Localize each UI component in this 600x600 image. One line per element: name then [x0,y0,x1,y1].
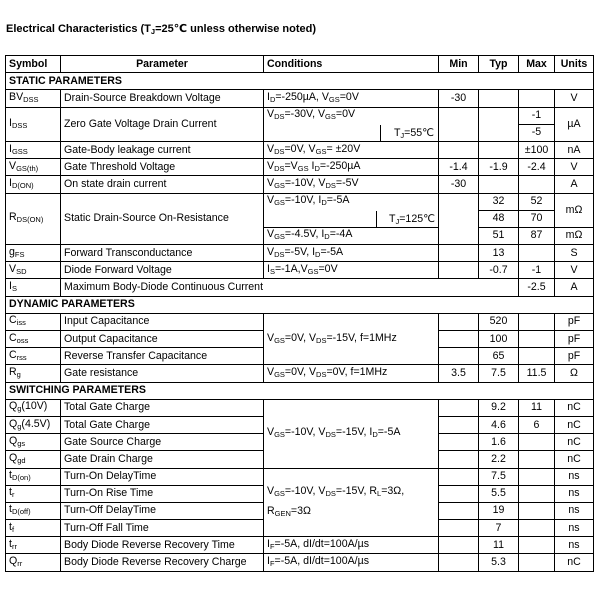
max-cell [519,554,555,571]
typ-cell: 7.5 [479,468,519,485]
typ-cell [479,107,519,141]
parameter-cell: Drain-Source Breakdown Voltage [61,90,264,107]
min-cell [439,502,479,519]
parameter-cell: Turn-On DelayTime [61,468,264,485]
condition-cell: $V_{GS}=-4.5V$, $I_D=-4A$ [264,227,439,244]
unit-cell: V [555,90,594,107]
max-cell: 11 [519,399,555,416]
unit-cell: µA [555,107,594,141]
symbol-cell: $BV_{DSS}$ [6,90,61,107]
max-cell: -1 [519,262,555,279]
unit-cell: ns [555,485,594,502]
min-cell [439,245,479,262]
section-dynamic: DYNAMIC PARAMETERS [6,296,594,313]
typ-cell: 7.5 [479,365,519,382]
max-cell [519,451,555,468]
unit-cell: nC [555,451,594,468]
typ-cell: 48 [479,210,519,227]
condition-cell: $V_{GS}=0V$, $V_{DS}=0V$, f=1MHz [264,365,439,382]
condition-cell: $I_D=-250\mu A$, $V_{GS}=0V$ [264,90,439,107]
condition-cell: $V_{DS}=V_{GS}$ $I_D=-250\mu A$ [264,159,439,176]
unit-cell: nC [555,399,594,416]
table-row [6,262,594,279]
unit-cell: S [555,245,594,262]
min-cell [439,141,479,158]
condition-cell: $V_{GS}=0V$, $V_{DS}=-15V$, f=1MHz [264,313,439,365]
table-row [6,468,594,485]
min-cell [439,485,479,502]
table-row [6,193,594,210]
max-cell [519,485,555,502]
unit-cell: A [555,176,594,193]
symbol-cell: $I_{GSS}$ [6,141,61,158]
table-row [6,399,594,416]
parameter-cell: Maximum Body-Diode Continuous Current [61,279,519,296]
unit-cell: nC [555,416,594,433]
typ-cell: 4.6 [479,416,519,433]
parameter-cell: Zero Gate Voltage Drain Current [61,107,264,141]
condition-cell [264,124,439,141]
parameter-cell: Gate Drain Charge [61,451,264,468]
symbol-cell: $t_{D(on)}$ [6,468,61,485]
tj-condition: $T_J=55℃$ [380,125,439,141]
typ-cell: 13 [479,245,519,262]
min-cell [439,468,479,485]
typ-cell: 19 [479,502,519,519]
max-cell: 87 [519,227,555,244]
unit-cell: V [555,159,594,176]
symbol-cell: $Q_{gs}$ [6,434,61,451]
max-cell: ±100 [519,141,555,158]
parameter-cell: Body Diode Reverse Recovery Time [61,537,264,554]
table-row [6,141,594,158]
max-cell: 11.5 [519,365,555,382]
unit-cell: nC [555,554,594,571]
unit-cell: ns [555,520,594,537]
unit-cell: pF [555,348,594,365]
max-cell: -2.5 [519,279,555,296]
parameter-cell: Static Drain-Source On-Resistance [61,193,264,245]
tj-condition: $T_J=125℃$ [376,211,439,227]
header-conditions: Conditions [264,56,439,73]
max-cell [519,245,555,262]
condition-cell: $I_F=-5A$, dI/dt=100A/µs [264,537,439,554]
min-cell [439,313,479,330]
min-cell [439,520,479,537]
max-cell [519,434,555,451]
typ-cell: 520 [479,313,519,330]
section-title: Electrical Characteristics ($T_J=25℃$ unless otherwise noted) [6,23,317,36]
typ-cell [479,141,519,158]
min-cell [439,262,479,279]
typ-cell: 1.6 [479,434,519,451]
symbol-cell: $t_f$ [6,520,61,537]
typ-cell: 5.3 [479,554,519,571]
symbol-cell: $t_{D(off)}$ [6,502,61,519]
unit-cell: ns [555,468,594,485]
table-row [6,176,594,193]
unit-cell: Ω [555,365,594,382]
section-static: STATIC PARAMETERS [6,73,594,90]
symbol-cell: $I_{D(ON)}$ [6,176,61,193]
condition-cell: $V_{GS}=-10V$, $V_{DS}=-15V$, $I_D=-5A$ [264,399,439,468]
table-row [6,313,594,330]
parameter-cell: Turn-Off DelayTime [61,502,264,519]
typ-cell: 100 [479,331,519,348]
max-cell: -1 [519,107,555,124]
symbol-cell: $V_{SD}$ [6,262,61,279]
min-cell: -30 [439,90,479,107]
table-row [6,537,594,554]
parameter-cell: Turn-Off Fall Time [61,520,264,537]
parameter-cell: Gate-Body leakage current [61,141,264,158]
unit-cell: mΩ [555,193,594,227]
min-cell [439,451,479,468]
switching-condition-line1: $V_{GS}=-10V$, $V_{DS}=-15V$, $R_L=3\Omega$, [267,484,405,498]
max-cell [519,520,555,537]
switching-condition-line2: $R_{GEN}=3\Omega$ [267,504,311,518]
parameter-cell: Gate Source Charge [61,434,264,451]
min-cell: 3.5 [439,365,479,382]
max-cell [519,502,555,519]
parameter-cell: Body Diode Reverse Recovery Charge [61,554,264,571]
typ-cell: 2.2 [479,451,519,468]
typ-cell: 32 [479,193,519,210]
symbol-cell: $R_{DS(ON)}$ [6,193,61,245]
min-cell: -30 [439,176,479,193]
section-switching: SWITCHING PARAMETERS [6,382,594,399]
parameter-cell: Output Capacitance [61,331,264,348]
condition-cell: $V_{DS}=-5V$, $I_D=-5A$ [264,245,439,262]
max-cell: 70 [519,210,555,227]
unit-cell: V [555,262,594,279]
min-cell [439,537,479,554]
unit-cell: mΩ [555,227,594,244]
min-cell [439,331,479,348]
symbol-cell: $C_{rss}$ [6,348,61,365]
table-row [6,159,594,176]
table-row [6,245,594,262]
min-cell [439,416,479,433]
header-max: Max [519,56,555,73]
min-cell [439,348,479,365]
parameter-cell: Diode Forward Voltage [61,262,264,279]
typ-cell: 5.5 [479,485,519,502]
typ-cell: 9.2 [479,399,519,416]
symbol-cell: $t_r$ [6,485,61,502]
header-parameter: Parameter [61,56,264,73]
typ-cell: 7 [479,520,519,537]
symbol-cell: $I_S$ [6,279,61,296]
typ-cell [479,90,519,107]
max-cell [519,537,555,554]
condition-cell: $V_{DS}=-30V$, $V_{GS}=0V$ [264,107,439,124]
typ-cell: 11 [479,537,519,554]
parameter-cell: Turn-On Rise Time [61,485,264,502]
typ-cell: 51 [479,227,519,244]
typ-cell: 65 [479,348,519,365]
symbol-cell: $g_{FS}$ [6,245,61,262]
symbol-cell: $V_{GS(th)}$ [6,159,61,176]
table-row [6,107,594,124]
max-cell [519,348,555,365]
parameter-cell: Total Gate Charge [61,416,264,433]
max-cell [519,176,555,193]
unit-cell: ns [555,502,594,519]
parameter-cell: Gate Threshold Voltage [61,159,264,176]
symbol-cell: $I_{DSS}$ [6,107,61,141]
parameter-cell: Total Gate Charge [61,399,264,416]
header-units: Units [555,56,594,73]
condition-cell [264,210,439,227]
table-row [6,365,594,382]
max-cell: -5 [519,124,555,141]
parameter-cell: Forward Transconductance [61,245,264,262]
condition-cell: $I_S=-1A,V_{GS}=0V$ [264,262,439,279]
parameter-cell: Input Capacitance [61,313,264,330]
min-cell [439,193,479,245]
condition-cell: $I_F=-5A$, dI/dt=100A/µs [264,554,439,571]
min-cell [439,107,479,141]
unit-cell: nC [555,434,594,451]
unit-cell: ns [555,537,594,554]
max-cell: 6 [519,416,555,433]
symbol-cell: $Q_g(4.5V)$ [6,416,61,433]
unit-cell: A [555,279,594,296]
symbol-cell: $Q_{gd}$ [6,451,61,468]
header-typ: Typ [479,56,519,73]
condition-cell: $V_{GS}=-10V$, $I_D=-5A$ [264,193,439,210]
parameter-cell: On state drain current [61,176,264,193]
max-cell [519,90,555,107]
typ-cell [479,176,519,193]
max-cell: 52 [519,193,555,210]
condition-cell: $V_{GS}=-10V$, $V_{DS}=-5V$ [264,176,439,193]
table-row [6,554,594,571]
typ-cell: -1.9 [479,159,519,176]
max-cell [519,331,555,348]
table-row [6,279,594,296]
unit-cell: nA [555,141,594,158]
unit-cell: pF [555,313,594,330]
symbol-cell: $C_{oss}$ [6,331,61,348]
min-cell [439,434,479,451]
max-cell: -2.4 [519,159,555,176]
parameter-cell: Gate resistance [61,365,264,382]
max-cell [519,313,555,330]
electrical-characteristics-table [5,55,594,572]
symbol-cell: $R_g$ [6,365,61,382]
header-min: Min [439,56,479,73]
condition-cell [264,468,439,537]
max-cell [519,468,555,485]
symbol-cell: $C_{iss}$ [6,313,61,330]
header-row [6,56,594,73]
table-row [6,90,594,107]
min-cell [439,554,479,571]
symbol-cell: $t_{rr}$ [6,537,61,554]
min-cell [439,399,479,416]
parameter-cell: Reverse Transfer Capacitance [61,348,264,365]
header-symbol: Symbol [6,56,61,73]
symbol-cell: $Q_{rr}$ [6,554,61,571]
unit-cell: pF [555,331,594,348]
condition-cell: $V_{DS}=0V$, $V_{GS}= \pm 20V$ [264,141,439,158]
symbol-cell: $Q_g(10V)$ [6,399,61,416]
min-cell: -1.4 [439,159,479,176]
typ-cell: -0.7 [479,262,519,279]
